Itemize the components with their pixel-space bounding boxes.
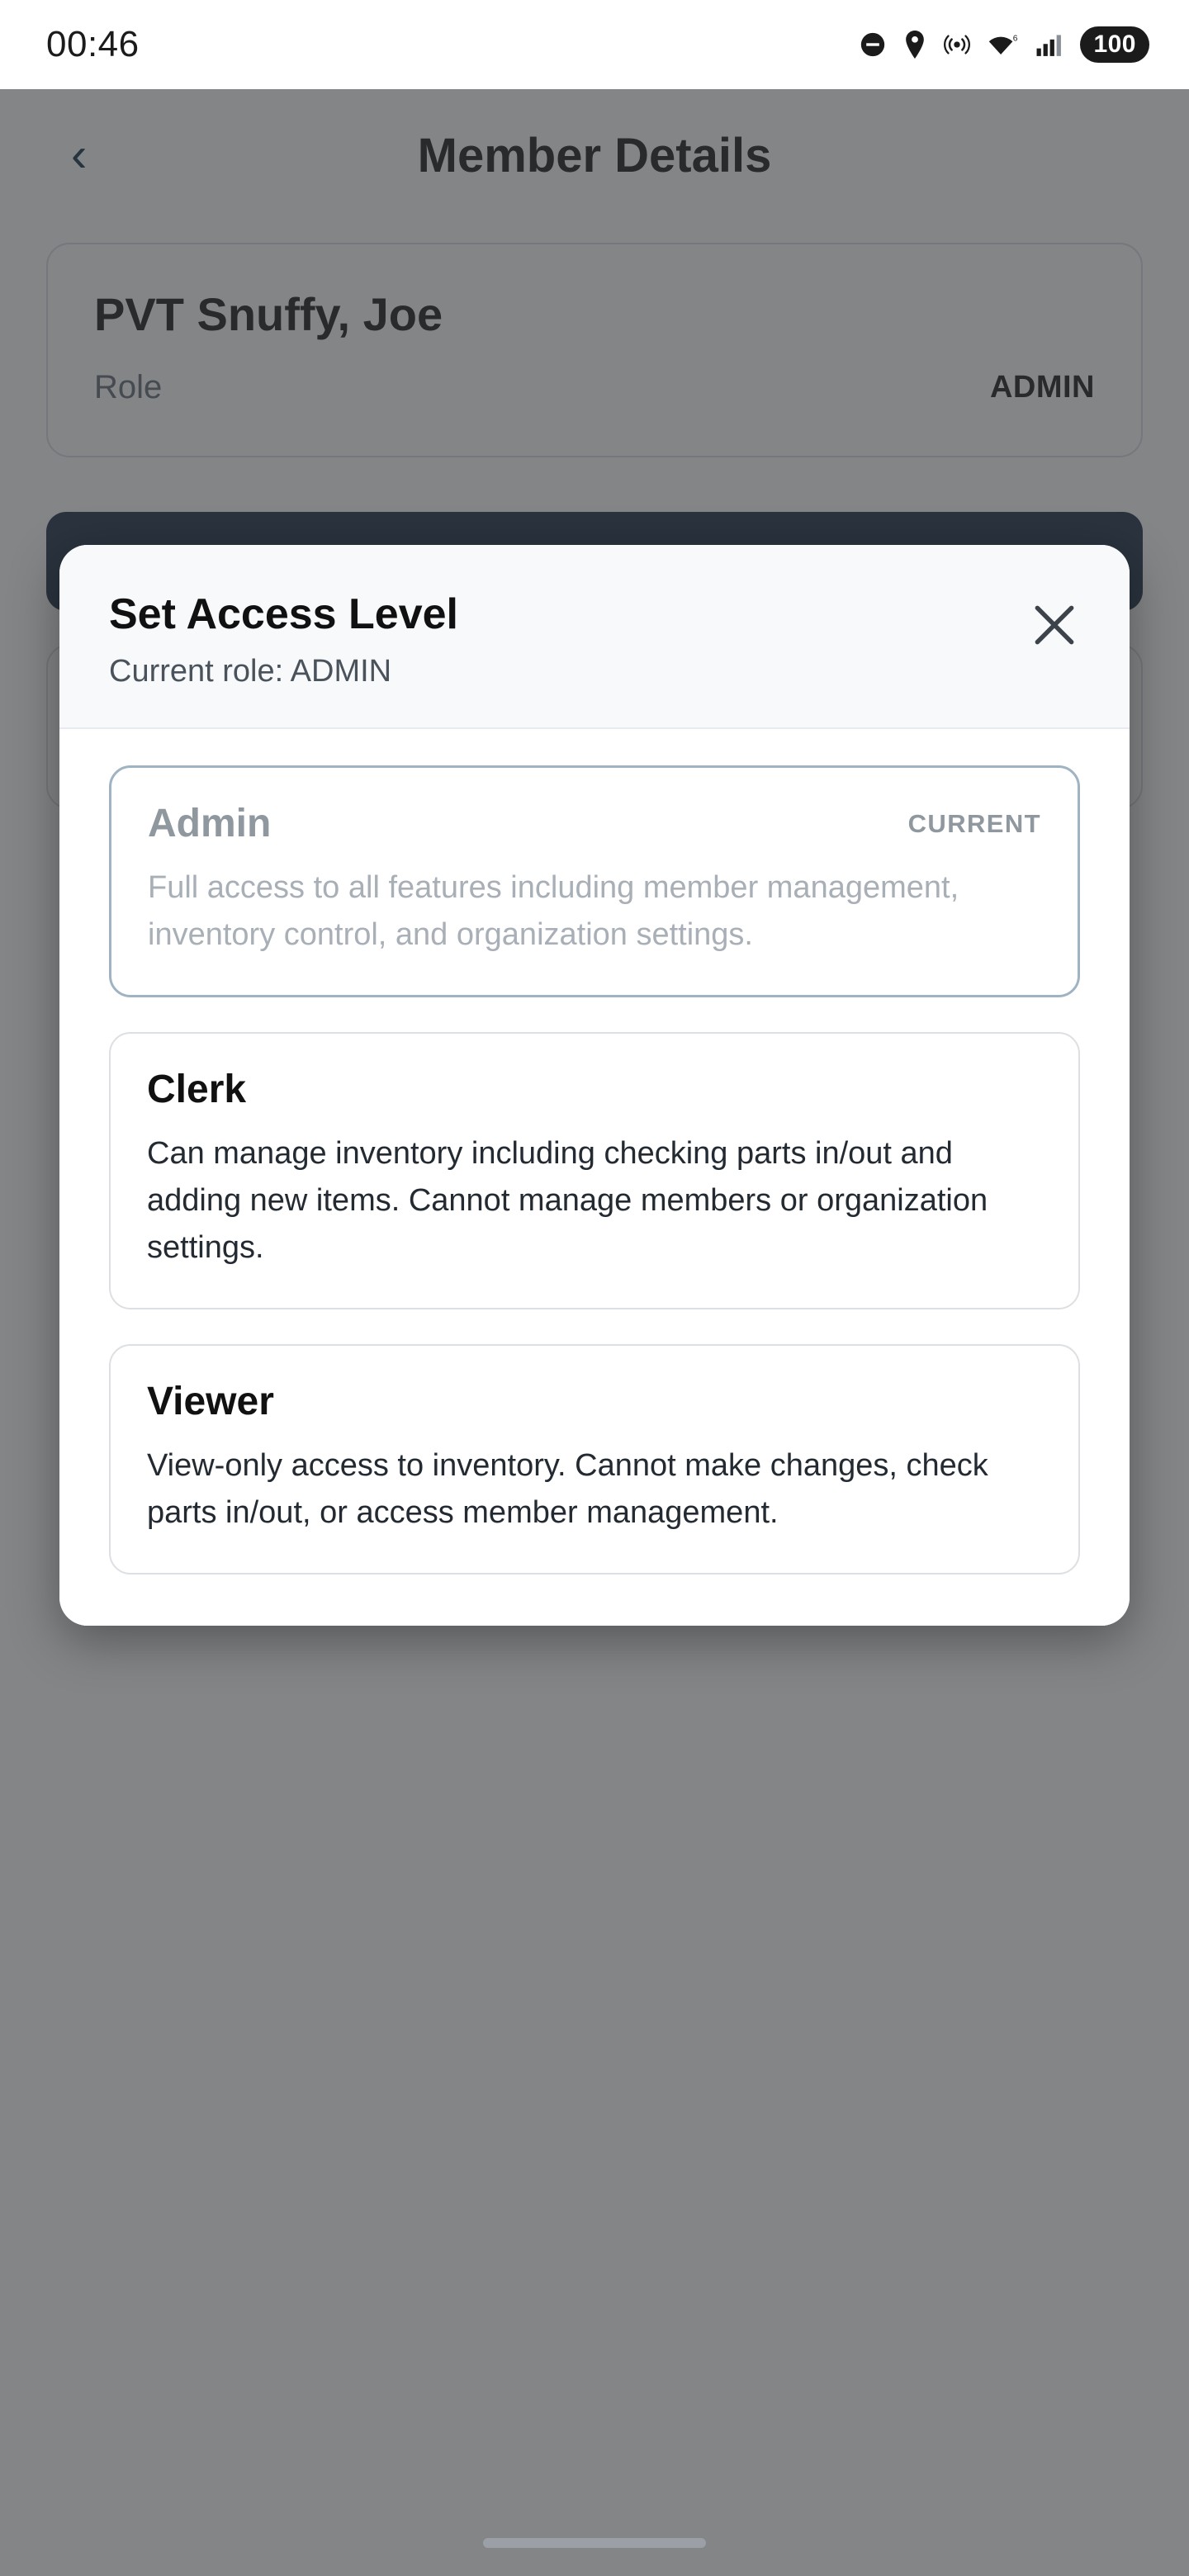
svg-text:6: 6 <box>1013 34 1018 44</box>
status-bar <box>0 0 1189 89</box>
status-icons <box>859 26 1149 63</box>
role-option-name: Clerk <box>147 1068 247 1111</box>
location-icon <box>903 31 926 59</box>
role-option-header <box>147 1379 1042 1424</box>
role-option-header <box>147 1067 1042 1112</box>
current-badge: CURRENT <box>907 808 1041 838</box>
dialog-title: Set Access Level <box>109 590 459 638</box>
home-indicator[interactable] <box>483 2538 706 2548</box>
wifi-icon <box>988 31 1019 59</box>
role-option-clerk[interactable] <box>109 1032 1080 1309</box>
dialog-subtitle: Current role: ADMIN <box>109 654 392 689</box>
close-icon[interactable] <box>1026 596 1083 654</box>
battery-indicator: 100 <box>1080 26 1149 63</box>
cellular-signal-icon <box>1035 31 1063 59</box>
role-option-description: View-only access to inventory. Cannot make changes, check parts in/out, or access member management. <box>147 1448 988 1530</box>
role-option-description: Full access to all features including member management, inventory control, and organization settings. <box>148 870 959 952</box>
role-option-header <box>148 801 1041 846</box>
set-access-level-dialog <box>59 545 1130 1626</box>
hotspot-icon <box>943 31 971 59</box>
role-option-admin[interactable] <box>109 765 1080 997</box>
do-not-disturb-icon <box>859 31 887 59</box>
dialog-body <box>59 729 1130 1626</box>
role-option-name: Viewer <box>147 1380 274 1423</box>
role-option-description: Can manage inventory including checking parts in/out and adding new items. Cannot manage members or organization settings. <box>147 1136 988 1265</box>
status-time: 00:46 <box>46 24 140 64</box>
role-option-viewer[interactable] <box>109 1344 1080 1574</box>
dialog-header <box>59 545 1130 729</box>
role-option-name: Admin <box>148 802 272 845</box>
